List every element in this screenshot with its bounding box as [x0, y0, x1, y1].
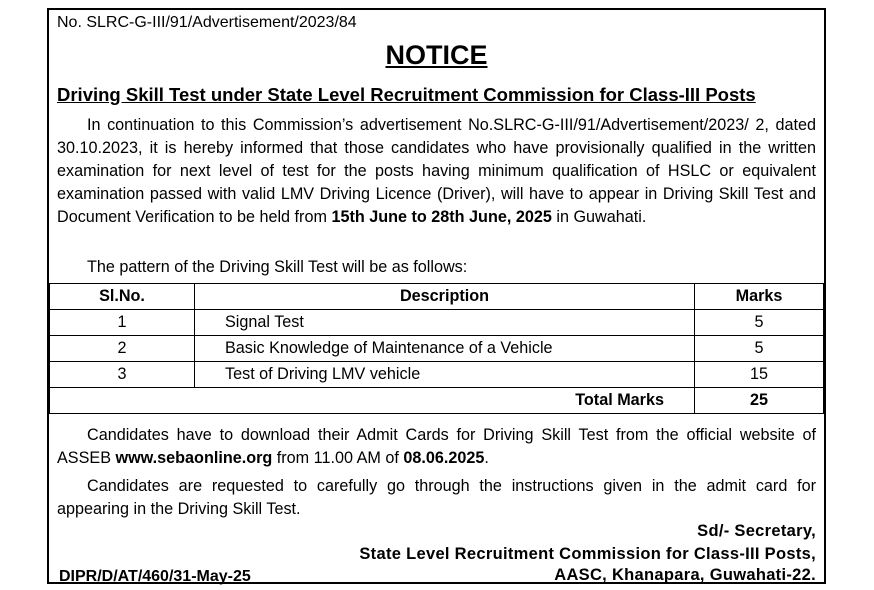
row-marks: 5: [695, 336, 824, 362]
website-link[interactable]: www.sebaonline.org: [115, 449, 273, 467]
dipr-code: DIPR/D/AT/460/31-May-25: [59, 568, 251, 585]
paragraph-admit-card-end: .: [484, 449, 489, 467]
row-description: Basic Knowledge of Maintenance of a Vehicle: [195, 336, 695, 362]
paragraph-instructions: Candidates are requested to carefully go through the instructions given in the admit card for appearing in the Driving Skill Test.: [57, 477, 816, 518]
paragraph-admit-card-text: Candidates have to download their Admit Cards for Driving Skill Test from the official website of ASSEB: [57, 426, 816, 467]
paragraph-continuation-text: In continuation to this Commission’s advertisement No.SLRC-G-III/91/Advertisement/2023/ 2, dated 30.10.2023, it is hereby informed that those candidates who have provisionally qualified in the written examination for next level of test for the posts having minimum qualification of HSLC or equivalent examination passed with valid LMV Driving Licence (Driver), will have to appear in Driving Skill Test and Document Verification to be held from: [57, 116, 816, 226]
total-marks-value: 25: [695, 388, 824, 414]
signature-line-3: AASC, Khanapara, Guwahati-22.: [554, 566, 816, 584]
admit-card-date: 08.06.2025: [403, 449, 485, 467]
row-slno: 1: [50, 310, 195, 336]
notice-heading: NOTICE: [385, 40, 488, 70]
marks-table: [49, 283, 824, 414]
table-header-row: [50, 284, 824, 310]
signature-line-2: State Level Recruitment Commission for Class-III Posts,: [359, 545, 816, 563]
header-description: Description: [195, 284, 695, 310]
row-description: Signal Test: [195, 310, 695, 336]
table-total-row: [50, 388, 824, 414]
paragraph-pattern: The pattern of the Driving Skill Test will be as follows:: [87, 258, 468, 276]
table-row: [50, 336, 824, 362]
paragraph-continuation: [57, 114, 816, 229]
notice-frame: [47, 8, 826, 584]
row-marks: 15: [695, 362, 824, 388]
table-row: [50, 310, 824, 336]
table-row: [50, 362, 824, 388]
signature-line-1: Sd/- Secretary,: [697, 522, 816, 540]
test-dates: 15th June to 28th June, 2025: [331, 208, 552, 226]
row-slno: 3: [50, 362, 195, 388]
row-slno: 2: [50, 336, 195, 362]
paragraph-continuation-end: in Guwahati.: [551, 208, 647, 226]
total-marks-label: Total Marks: [50, 388, 695, 414]
notice-subject: Driving Skill Test under State Level Recruitment Commission for Class-III Posts: [57, 84, 756, 105]
header-slno: Sl.No.: [50, 284, 195, 310]
row-marks: 5: [695, 310, 824, 336]
row-description: Test of Driving LMV vehicle: [195, 362, 695, 388]
reference-number: No. SLRC-G-III/91/Advertisement/2023/84: [57, 14, 357, 31]
paragraph-admit-card-mid: from 11.00 AM of: [272, 449, 404, 467]
header-marks: Marks: [695, 284, 824, 310]
paragraph-admit-card: [57, 424, 816, 470]
